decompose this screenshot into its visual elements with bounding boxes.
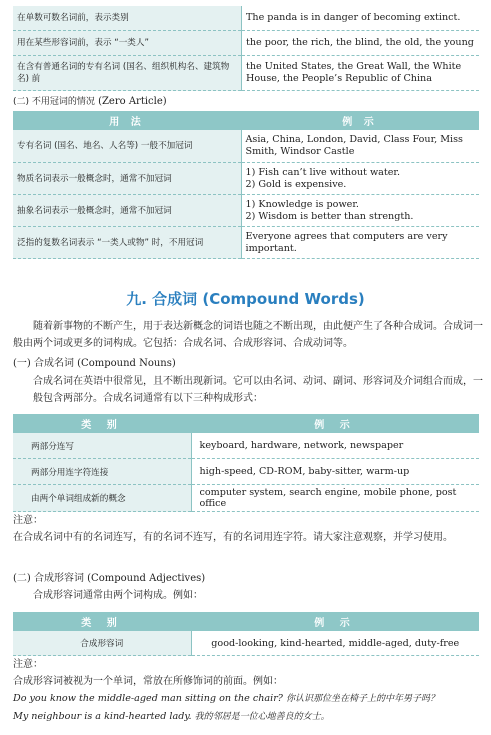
table-row (13, 195, 479, 227)
example-cell: Everyone agrees that computers are very important. (241, 227, 479, 259)
table-row (13, 130, 479, 163)
example-cell: 1) Knowledge is power. 2) Wisdom is better than strength. (241, 195, 479, 227)
type-cell: 两部分连写 (13, 433, 191, 459)
example-cell: the United States, the Great Wall, the White House, the People’s Republic of China (242, 56, 480, 91)
usage-cell: 物质名词表示一般概念时，通常不加冠词 (13, 163, 241, 195)
table-row (13, 459, 479, 485)
header-usage: 用 法 (13, 111, 241, 130)
usage-cell: 在单数可数名词前，表示类别 (13, 6, 242, 31)
header-type: 类 别 (13, 414, 191, 433)
example-sentence-en: Do you know the middle-aged man sitting on the chair? (13, 693, 283, 704)
zero-article-title-cn: (二) 不用冠词的情况 (13, 97, 95, 107)
table-header-row (13, 612, 479, 631)
example-cell: 1) Fish can’t live without water. 2) Gold is expensive. (241, 163, 479, 195)
article-usage-table (13, 6, 479, 91)
table-row (13, 163, 479, 195)
example-cell: Asia, China, London, David, Class Four, Miss Smith, Windsor Castle (241, 130, 479, 163)
header-type: 类 别 (13, 612, 191, 631)
usage-cell: 泛指的复数名词表示 “一类人或物” 时，不用冠词 (13, 227, 241, 259)
adjectives-title: (二) 合成形容词 (Compound Adjectives) (13, 573, 206, 584)
nouns-description: 合成名词在英语中很常见，且不断出现新词。它可以由名词、动词、副词、形容词及介词组合而成，一般包含两部分。合成名词通常有以下三种构成形式： (33, 376, 483, 404)
table-row (13, 227, 479, 259)
compound-adjectives-table (13, 612, 479, 656)
header-example: 例 示 (191, 612, 479, 631)
zero-article-title (13, 95, 167, 109)
table-row (13, 56, 479, 91)
table-row (13, 433, 479, 459)
table-row (13, 6, 479, 31)
example-cell: the poor, the rich, the blind, the old, the young (242, 31, 480, 56)
header-example: 例 示 (191, 414, 479, 433)
example-cell: high-speed, CD-ROM, baby-sitter, warm-up (191, 459, 479, 485)
table-row (13, 485, 479, 512)
table-header-row (13, 414, 479, 433)
table-row (13, 31, 479, 56)
adjectives-description: 合成形容词通常由两个词构成。例如： (33, 590, 203, 601)
adjectives-note: 合成形容词被视为一个单词，常放在所修饰词的前面。例如： (13, 676, 283, 687)
table-row (13, 631, 479, 656)
nouns-note-label: 注意： (13, 515, 43, 526)
section-heading: 九. 合成词 (Compound Words) (126, 290, 365, 308)
table-header-row (13, 111, 479, 130)
example-sentence (13, 692, 485, 706)
example-cell: The panda is in danger of becoming extinct. (242, 6, 480, 31)
usage-cell: 在含有普通名词的专有名词 (国名、组织机构名、建筑物名) 前 (13, 56, 242, 91)
header-example: 例 示 (241, 111, 479, 130)
nouns-title: (一) 合成名词 (Compound Nouns) (13, 358, 176, 369)
example-cell: keyboard, hardware, network, newspaper (191, 433, 479, 459)
example-sentence-cn: 你认识那位坐在椅子上的中年男子吗？ (285, 694, 439, 704)
usage-cell: 专有名词 (国名、地名、人名等) 一般不加冠词 (13, 130, 241, 163)
example-cell: good-looking, kind-hearted, middle-aged, duty-free (191, 631, 479, 656)
example-sentence-cn: 我的邻居是一位心地善良的女士。 (194, 712, 330, 722)
usage-cell: 抽象名词表示一般概念时，通常不加冠词 (13, 195, 241, 227)
type-cell: 两部分用连字符连接 (13, 459, 191, 485)
zero-article-title-en: (Zero Article) (98, 96, 167, 107)
section-intro: 随着新事物的不断产生，用于表达新概念的词语也随之不断出现，由此便产生了各种合成词。合成词一般由两个词或更多的词构成。它包括：合成名词、合成形容词、合成动词等。 (13, 321, 483, 349)
adjectives-note-label: 注意： (13, 659, 43, 670)
example-sentence-en: My neighbour is a kind-hearted lady. (13, 711, 192, 722)
example-cell: computer system, search engine, mobile phone, post office (191, 485, 479, 512)
compound-nouns-table (13, 414, 479, 512)
type-cell: 由两个单词组成新的概念 (13, 485, 191, 512)
zero-article-table (13, 111, 479, 259)
example-sentence (13, 710, 485, 724)
usage-cell: 用在某些形容词前，表示 “一类人” (13, 31, 242, 56)
type-cell: 合成形容词 (13, 631, 191, 656)
nouns-note: 在合成名词中有的名词连写，有的名词不连写，有的名词用连字符。请大家注意观察，并学习使用。 (13, 532, 453, 543)
